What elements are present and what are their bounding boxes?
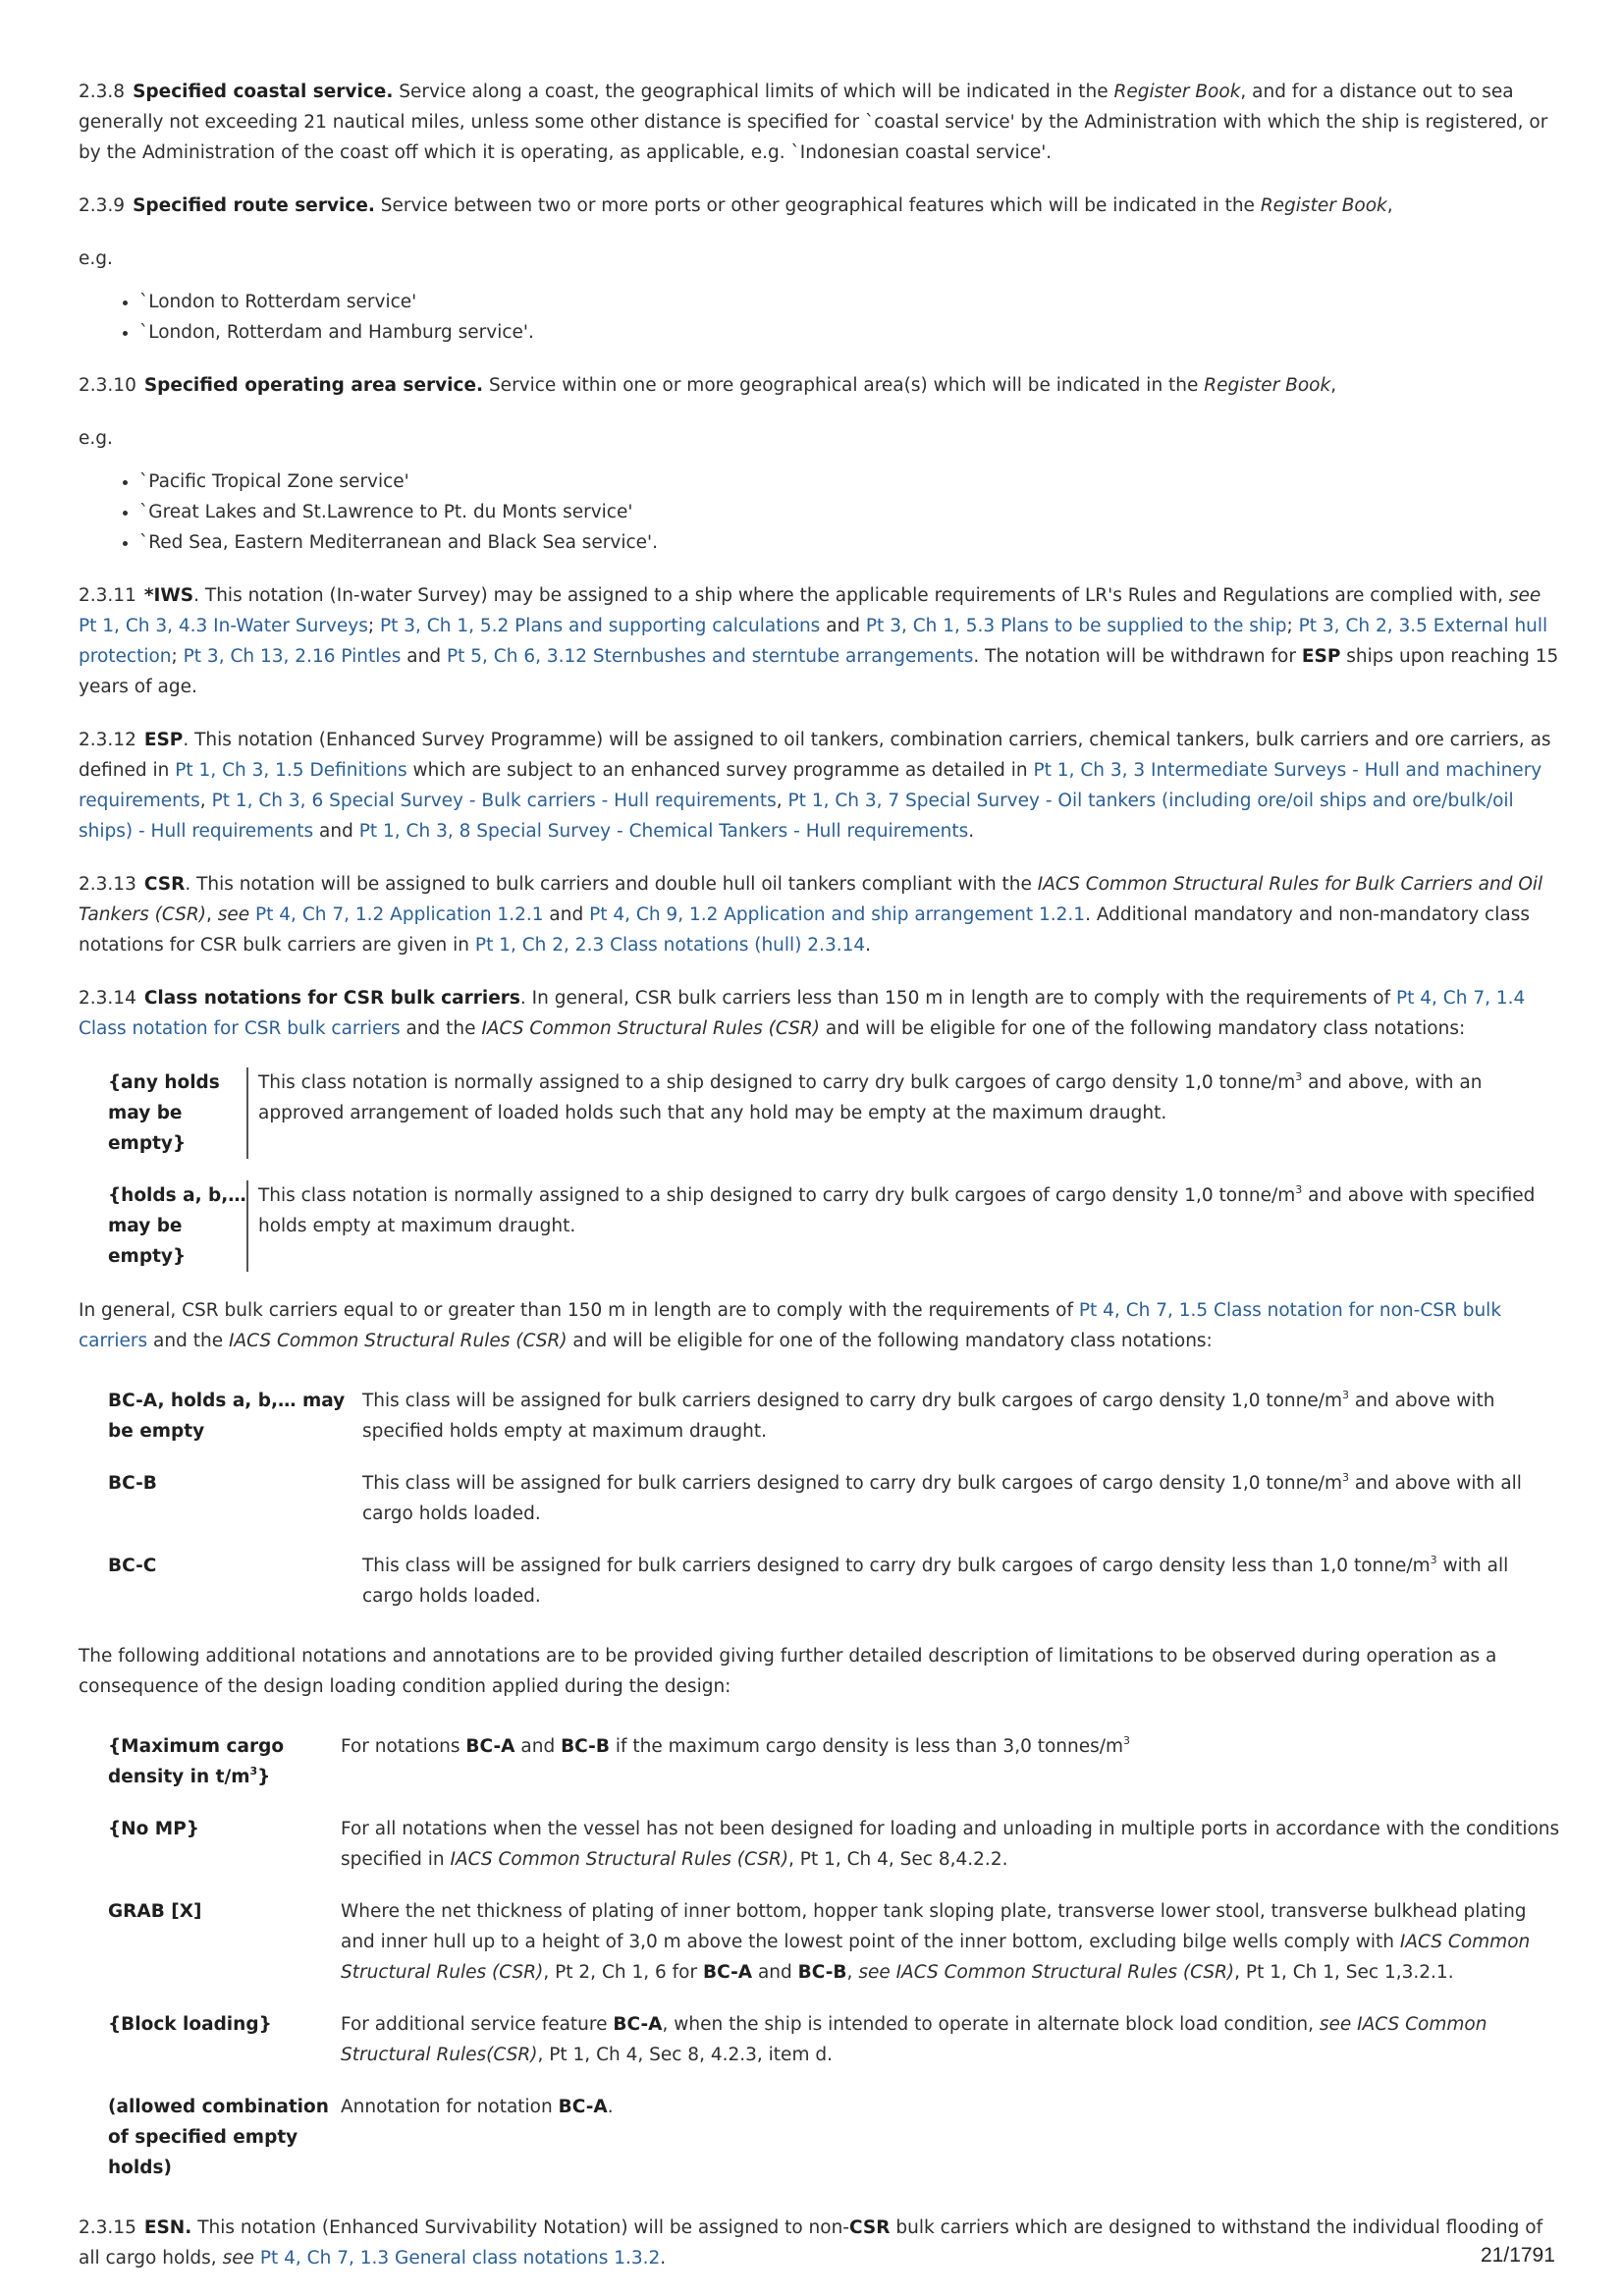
bold-text: BC-A	[465, 1736, 515, 1757]
link-sternbushes[interactable]: Pt 5, Ch 6, 3.12 Sternbushes and sterntube arrangements	[446, 646, 974, 667]
italic-text: Register Book	[1260, 195, 1387, 216]
superscript: 3	[1123, 1734, 1131, 1747]
notation-label: {Block loading}	[108, 2014, 272, 2035]
notation-row	[79, 1386, 1561, 1447]
section-number: 2.3.12	[79, 730, 136, 750]
italic-text: see	[222, 2248, 254, 2269]
section-number: 2.3.13	[79, 874, 136, 895]
separator: ,	[205, 904, 218, 925]
body-text: and	[543, 904, 590, 925]
section-2-3-11	[79, 580, 1561, 702]
body-text: This class will be assigned for bulk carriers designed to carry dry bulk cargoes of cargo density less than 1,0 tonne/m	[362, 1556, 1431, 1576]
link-class-notations-hull[interactable]: Pt 1, Ch 2, 2.3 Class notations (hull) 2.3.14	[474, 935, 866, 956]
page-number: 21/1791	[1481, 2244, 1555, 2267]
bc-notations-list	[79, 1386, 1561, 1612]
notation-description	[246, 1180, 1561, 1272]
section-number: 2.3.15	[79, 2217, 136, 2238]
italic-text: IACS Common Structural Rules for Bulk Carriers and Oil Tankers (CSR)	[79, 874, 1543, 925]
body-text: For all notations when the vessel has not been designed for loading and unloading in multiple ports in accordance with the conditions specified in	[341, 1819, 1560, 1870]
body-text: and the	[147, 1331, 229, 1351]
notation-label: BC-B	[108, 1473, 157, 1494]
notation-row	[79, 2092, 1561, 2183]
section-title: Specified operating area service.	[143, 375, 484, 396]
section-2-3-10	[79, 370, 1561, 401]
body-text: ships upon reaching 15 years of age.	[79, 646, 1559, 697]
body-text: and	[752, 1962, 798, 1983]
body-text: and will be eligible for one of the following mandatory class notations:	[567, 1331, 1213, 1351]
list-item: • `London to Rotterdam service'	[139, 287, 1561, 317]
notation-description	[362, 1386, 1561, 1447]
section-2-3-15	[79, 2213, 1561, 2273]
csr-notations-list	[79, 1067, 1561, 1272]
body-text: This class notation is normally assigned to a ship designed to carry dry bulk cargoes of cargo density 1,0 tonne/m	[258, 1072, 1296, 1093]
body-text: . The notation will be withdrawn for	[973, 646, 1302, 667]
additional-notations-paragraph: The following additional notations and annotations are to be provided giving further detailed description of limitations to be observed during operation as a consequence of the design loading condition applied during the design:	[79, 1646, 1497, 1697]
list-item: • `London, Rotterdam and Hamburg service'.	[139, 317, 1561, 348]
body-text: , Pt 1, Ch 4, Sec 8,4.2.2.	[788, 1849, 1008, 1870]
bold-text: BC-A	[558, 2097, 608, 2117]
link-class-notation-non-csr[interactable]: Pt 4, Ch 7, 1.5 Class notation for non-CSR bulk carriers	[79, 1300, 1502, 1351]
link-special-survey-oil-tankers[interactable]: Pt 1, Ch 3, 7 Special Survey - Oil tankers (including ore/oil ships and ore/bulk/oil ships) - Hull requirements	[79, 791, 1514, 842]
link-intermediate-surveys[interactable]: Pt 1, Ch 3, 3 Intermediate Surveys - Hull and machinery requirements	[79, 760, 1542, 811]
body-text: if the maximum cargo density is less than 3,0 tonnes/m	[609, 1736, 1124, 1757]
italic-text: IACS Common Structural Rules (CSR)	[228, 1331, 568, 1351]
link-definitions[interactable]: Pt 1, Ch 3, 1.5 Definitions	[175, 760, 407, 781]
superscript: 3	[1342, 1389, 1350, 1401]
body-text: bulk carriers which are designed to withstand the individual flooding of all cargo holds,	[79, 2217, 1543, 2269]
link-plans-supplied-to-ship[interactable]: Pt 3, Ch 1, 5.3 Plans to be supplied to the ship	[865, 616, 1287, 636]
notation-label: (allowed combination of specified empty holds)	[108, 2097, 329, 2178]
separator: ;	[171, 646, 184, 667]
additional-notations-list	[79, 1731, 1561, 2183]
notation-label: GRAB [X]	[108, 1901, 202, 1922]
body-text: . This notation (Enhanced Survey Programme) will be assigned to oil tankers, combination carriers, chemical tankers, bulk carriers and ore carriers, as defined in	[79, 730, 1551, 781]
body-text: . Additional mandatory and non-mandatory class notations for CSR bulk carriers are given in	[79, 904, 1530, 956]
body-text: with all cargo holds loaded.	[362, 1556, 1509, 1607]
list-item: • `Red Sea, Eastern Mediterranean and Black Sea service'.	[139, 527, 1561, 558]
section-title: ESN.	[143, 2217, 192, 2238]
section-number: 2.3.8	[79, 82, 126, 102]
body-text: .	[607, 2097, 614, 2117]
superscript: 3	[1295, 1070, 1303, 1083]
notation-description	[362, 1551, 1561, 1612]
notation-row	[79, 1814, 1561, 1875]
notation-label	[79, 1731, 341, 1792]
separator: ;	[1286, 616, 1299, 636]
bold-text: BC-B	[561, 1736, 610, 1757]
body-text: Service within one or more geographical area(s) which will be indicated in the	[483, 375, 1205, 396]
link-pintles[interactable]: Pt 3, Ch 13, 2.16 Pintles	[183, 646, 402, 667]
document-content	[79, 77, 1561, 2296]
notation-label: BC-A, holds a, b,… may be empty	[108, 1391, 346, 1442]
body-text: ,	[1386, 195, 1393, 216]
notation-row	[79, 1180, 1561, 1272]
body-text: Annotation for notation	[341, 2097, 559, 2117]
section-title: Specified route service.	[133, 195, 375, 216]
italic-text: IACS Common Structural Rules (CSR)	[450, 1849, 789, 1870]
notation-label: BC-C	[108, 1556, 157, 1576]
body-text: , and for a distance out to sea generally not exceeding 21 nautical miles, unless some other distance is specified for `coastal service' by the Administration with which the ship is registered, or by the Administration of the coast off which it is operating, as applicable, e.g. `Indonesian coastal service'.	[79, 82, 1548, 163]
body-text: This class notation is normally assigned to a ship designed to carry dry bulk cargoes of cargo density 1,0 tonne/m	[258, 1185, 1296, 1206]
section-2-3-12	[79, 725, 1561, 847]
csr-150m-paragraph	[79, 1295, 1561, 1356]
body-text: and above with specified holds empty at maximum draught.	[362, 1391, 1495, 1442]
body-text: and above with all cargo holds loaded.	[362, 1473, 1522, 1524]
notation-row	[79, 1468, 1561, 1529]
section-2-3-9	[79, 191, 1561, 221]
notation-description	[246, 1067, 1561, 1159]
separator: ;	[367, 616, 380, 636]
body-text: . In general, CSR bulk carriers less than 150 m in length are to comply with the requirements of	[519, 988, 1396, 1009]
italic-text: see	[217, 904, 250, 925]
body-text: . This notation (In-water Survey) may be assigned to a ship where the applicable requirements of LR's Rules and Regulations are complied with,	[193, 585, 1509, 606]
label-text: {Maximum cargo density in t/m	[108, 1736, 285, 1787]
superscript: 3	[1295, 1183, 1303, 1196]
link-general-class-notations[interactable]: Pt 4, Ch 7, 1.3 General class notations 1.3.2	[259, 2248, 661, 2269]
label-text: }	[257, 1767, 271, 1787]
italic-text: Register Book	[1204, 375, 1331, 396]
section-2-3-13	[79, 869, 1561, 960]
body-text: and	[401, 646, 447, 667]
notation-label: {No MP}	[108, 1819, 199, 1839]
notation-row	[79, 1896, 1561, 1988]
bold-text: BC-B	[797, 1962, 847, 1983]
body-text: In general, CSR bulk carriers equal to or greater than 150 m in length are to comply with the requirements of	[79, 1300, 1079, 1321]
route-examples-list	[79, 287, 1561, 348]
body-text: and above with specified holds empty at maximum draught.	[258, 1185, 1536, 1236]
link-special-survey-chemical-tankers[interactable]: Pt 1, Ch 3, 8 Special Survey - Chemical Tankers - Hull requirements	[358, 821, 969, 842]
body-text: ,	[1330, 375, 1337, 396]
section-2-3-14	[79, 983, 1561, 1044]
bold-text: ESP	[1301, 646, 1341, 667]
section-title: Class notations for CSR bulk carriers	[143, 988, 520, 1009]
section-title: *IWS	[143, 585, 194, 606]
italic-text: see IACS Common Structural Rules(CSR)	[341, 2014, 1487, 2065]
link-application-1-2-1[interactable]: Pt 4, Ch 7, 1.2 Application 1.2.1	[255, 904, 544, 925]
superscript: 3	[1342, 1471, 1350, 1484]
body-text: This class will be assigned for bulk carriers designed to carry dry bulk cargoes of cargo density 1,0 tonne/m	[362, 1391, 1343, 1411]
section-number: 2.3.11	[79, 585, 136, 606]
bold-text: BC-A	[702, 1962, 753, 1983]
body-text: and will be eligible for one of the following mandatory class notations:	[819, 1018, 1466, 1039]
italic-text: IACS Common Structural Rules (CSR)	[341, 1932, 1531, 1983]
link-external-hull-protection[interactable]: Pt 3, Ch 2, 3.5 External hull protection	[79, 616, 1548, 667]
notation-row	[79, 2009, 1561, 2070]
notation-description	[341, 1731, 1561, 1792]
body-text: Service along a coast, the geographical limits of which will be indicated in the	[393, 82, 1114, 102]
notation-row	[79, 1731, 1561, 1792]
superscript: 3	[249, 1765, 258, 1777]
section-number: 2.3.14	[79, 988, 136, 1009]
link-application-ship-arrangement[interactable]: Pt 4, Ch 9, 1.2 Application and ship arrangement 1.2.1	[589, 904, 1086, 925]
link-plans-supporting-calculations[interactable]: Pt 3, Ch 1, 5.2 Plans and supporting calculations	[379, 616, 821, 636]
body-text: For notations	[341, 1736, 466, 1757]
area-examples-list	[79, 466, 1561, 558]
body-text: .	[968, 821, 975, 842]
body-text: This class will be assigned for bulk carriers designed to carry dry bulk cargoes of cargo density 1,0 tonne/m	[362, 1473, 1343, 1494]
body-text: .	[865, 935, 872, 956]
body-text: and the	[400, 1018, 482, 1039]
body-text: This notation (Enhanced Survivability Notation) will be assigned to non-	[191, 2217, 849, 2238]
superscript: 3	[1430, 1554, 1437, 1566]
italic-text: see IACS Common Structural Rules (CSR)	[858, 1962, 1235, 1983]
italic-text: Register Book	[1113, 82, 1241, 102]
body-text: , Pt 1, Ch 4, Sec 8, 4.2.3, item d.	[537, 2045, 833, 2065]
bold-text: CSR	[848, 2217, 891, 2238]
separator: ,	[776, 791, 788, 811]
notation-row	[79, 1551, 1561, 1612]
list-item: • `Pacific Tropical Zone service'	[139, 466, 1561, 497]
body-text: , when the ship is intended to operate in alternate block load condition,	[662, 2014, 1320, 2035]
body-text: For additional service feature	[341, 2014, 614, 2035]
body-text: . This notation will be assigned to bulk carriers and double hull oil tankers compliant with the	[185, 874, 1038, 895]
body-text: Where the net thickness of plating of inner bottom, hopper tank sloping plate, transverse lower stool, transverse bulkhead plating and inner hull up to a height of 3,0 m above the lowest point of the inner bottom, excluding bilge wells comply with	[341, 1901, 1527, 1952]
body-text: and above, with an approved arrangement of loaded holds such that any hold may be empty at the maximum draught.	[258, 1072, 1483, 1123]
body-text: and	[820, 616, 866, 636]
body-text: , Pt 1, Ch 1, Sec 1,3.2.1.	[1234, 1962, 1454, 1983]
notation-description	[362, 1468, 1561, 1529]
link-in-water-surveys[interactable]: Pt 1, Ch 3, 4.3 In-Water Surveys	[79, 616, 368, 636]
link-special-survey-bulk-carriers[interactable]: Pt 1, Ch 3, 6 Special Survey - Bulk carriers - Hull requirements	[211, 791, 777, 811]
notation-description	[341, 2009, 1561, 2070]
body-text: and	[313, 821, 359, 842]
body-text: and	[514, 1736, 562, 1757]
notation-description	[341, 1814, 1561, 1875]
eg-label: e.g.	[79, 248, 113, 269]
body-text: ,	[846, 1962, 859, 1983]
body-text: .	[660, 2248, 667, 2269]
bold-text: BC-A	[613, 2014, 663, 2035]
section-number: 2.3.9	[79, 195, 126, 216]
list-item: • `Great Lakes and St.Lawrence to Pt. du Monts service'	[139, 497, 1561, 527]
body-text: which are subject to an enhanced survey programme as detailed in	[406, 760, 1034, 781]
section-number: 2.3.10	[79, 375, 136, 396]
section-title: ESP	[143, 730, 184, 750]
section-title: Specified coastal service.	[133, 82, 394, 102]
notation-row	[79, 1067, 1561, 1159]
notation-description	[341, 2092, 1561, 2183]
eg-label: e.g.	[79, 428, 113, 449]
notation-description	[341, 1896, 1561, 1988]
notation-label: {holds a, b,… may be empty}	[108, 1185, 246, 1267]
section-title: CSR	[143, 874, 186, 895]
link-class-notation-csr[interactable]: Pt 4, Ch 7, 1.4 Class notation for CSR bulk carriers	[79, 988, 1526, 1039]
body-text: Service between two or more ports or other geographical features which will be indicated in the	[374, 195, 1261, 216]
section-2-3-8	[79, 77, 1561, 168]
italic-text: IACS Common Structural Rules (CSR)	[481, 1018, 820, 1039]
notation-label: {any holds may be empty}	[108, 1072, 220, 1154]
body-text: , Pt 2, Ch 1, 6 for	[543, 1962, 703, 1983]
separator: ,	[199, 791, 212, 811]
italic-text: see	[1508, 585, 1541, 606]
